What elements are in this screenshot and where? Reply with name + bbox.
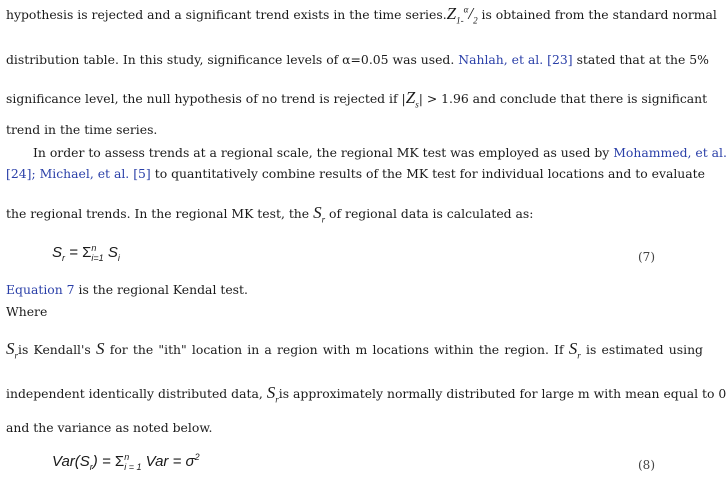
text-segment: and the variance as noted below. [6,420,213,435]
p2-line1 [33,145,727,160]
math-s: S [96,339,105,358]
citation-link-mohammed[interactable]: Mohammed, et al. [613,145,727,160]
text-segment: stated that at the 5% [576,52,709,67]
text-segment: Where [6,304,48,319]
text-segment: In order to assess trends at a regional scale, the regional MK test was employed as used by [33,145,610,160]
p2-line2 [6,166,703,181]
citation-link-nahlah[interactable]: Nahlah, et al. [458,52,544,67]
p3-line1 [6,282,248,297]
text-segment: of regional data is calculated as: [329,206,534,221]
text-segment: is the regional Kendal test. [78,282,248,297]
equation-7-link[interactable]: Equation 7 [6,282,75,297]
p1-line4 [6,122,157,137]
separator: ; [31,166,36,181]
equation-number-8: (8) [638,458,655,472]
text-segment: trend in the time series. [6,122,158,137]
math-zs: $Z_s$ [405,88,419,110]
text-segment: for the "ith" location in a region with m locations within the region. If [109,342,564,357]
equation-7: $S_r = \Sigma^n_{i=1}$ $S_i$ [52,243,120,263]
text-segment: the regional trends. In the regional MK test, the [6,206,310,221]
equation-number-7: (7) [638,250,655,264]
math-z: $Z_{1-}^\alpha/_2$ [446,4,478,26]
p4-line1 [6,339,703,360]
p4-line2 [6,383,727,405]
text-segment: | > 1.96 and conclude that there is significant [418,91,708,106]
math-sr: $S_r$ [266,383,279,405]
text-segment: is Kendall's [18,342,91,357]
p2-line3 [6,203,533,224]
equation-8: $Var(S_r) = \Sigma^n_{i = 1}$ Var = $\sigma^2$ [52,452,200,472]
math-sub: 1- [456,15,464,26]
text-segment: is estimated using [586,342,703,357]
text-segment: hypothesis is rejected and a significant trend exists in the time series. [6,7,447,22]
reference-5[interactable]: [5] [133,166,151,181]
reference-23[interactable]: [23] [547,52,573,67]
text-segment: independent identically distributed data, [6,386,263,401]
p1-line2 [6,52,709,67]
text-segment: is obtained from the standard normal [481,7,717,22]
p1-line3 [6,88,708,110]
math-frac-den: 2 [473,15,478,26]
text-segment: significance level, the null hypothesis of no trend is rejected if | [6,91,406,106]
text-segment: distribution table. In this study, significance levels of α=0.05 was used. [6,52,455,67]
text-segment: is approximately normally distributed for large m with mean equal to 0 [278,386,727,401]
math-frac-num: α [463,4,469,15]
math-sr: $S_r$ [568,339,581,361]
p1-line1 [6,4,717,25]
math-sr: $S_r$ [6,339,19,361]
math-sr: $S_r$ [313,203,326,225]
reference-24[interactable]: [24] [6,166,32,181]
p3-where [6,304,47,319]
p4-line3 [6,420,212,435]
citation-link-michael[interactable]: Michael, et al. [39,166,130,181]
text-segment: to quantitatively combine results of the MK test for individual locations and to evaluate [154,166,705,181]
